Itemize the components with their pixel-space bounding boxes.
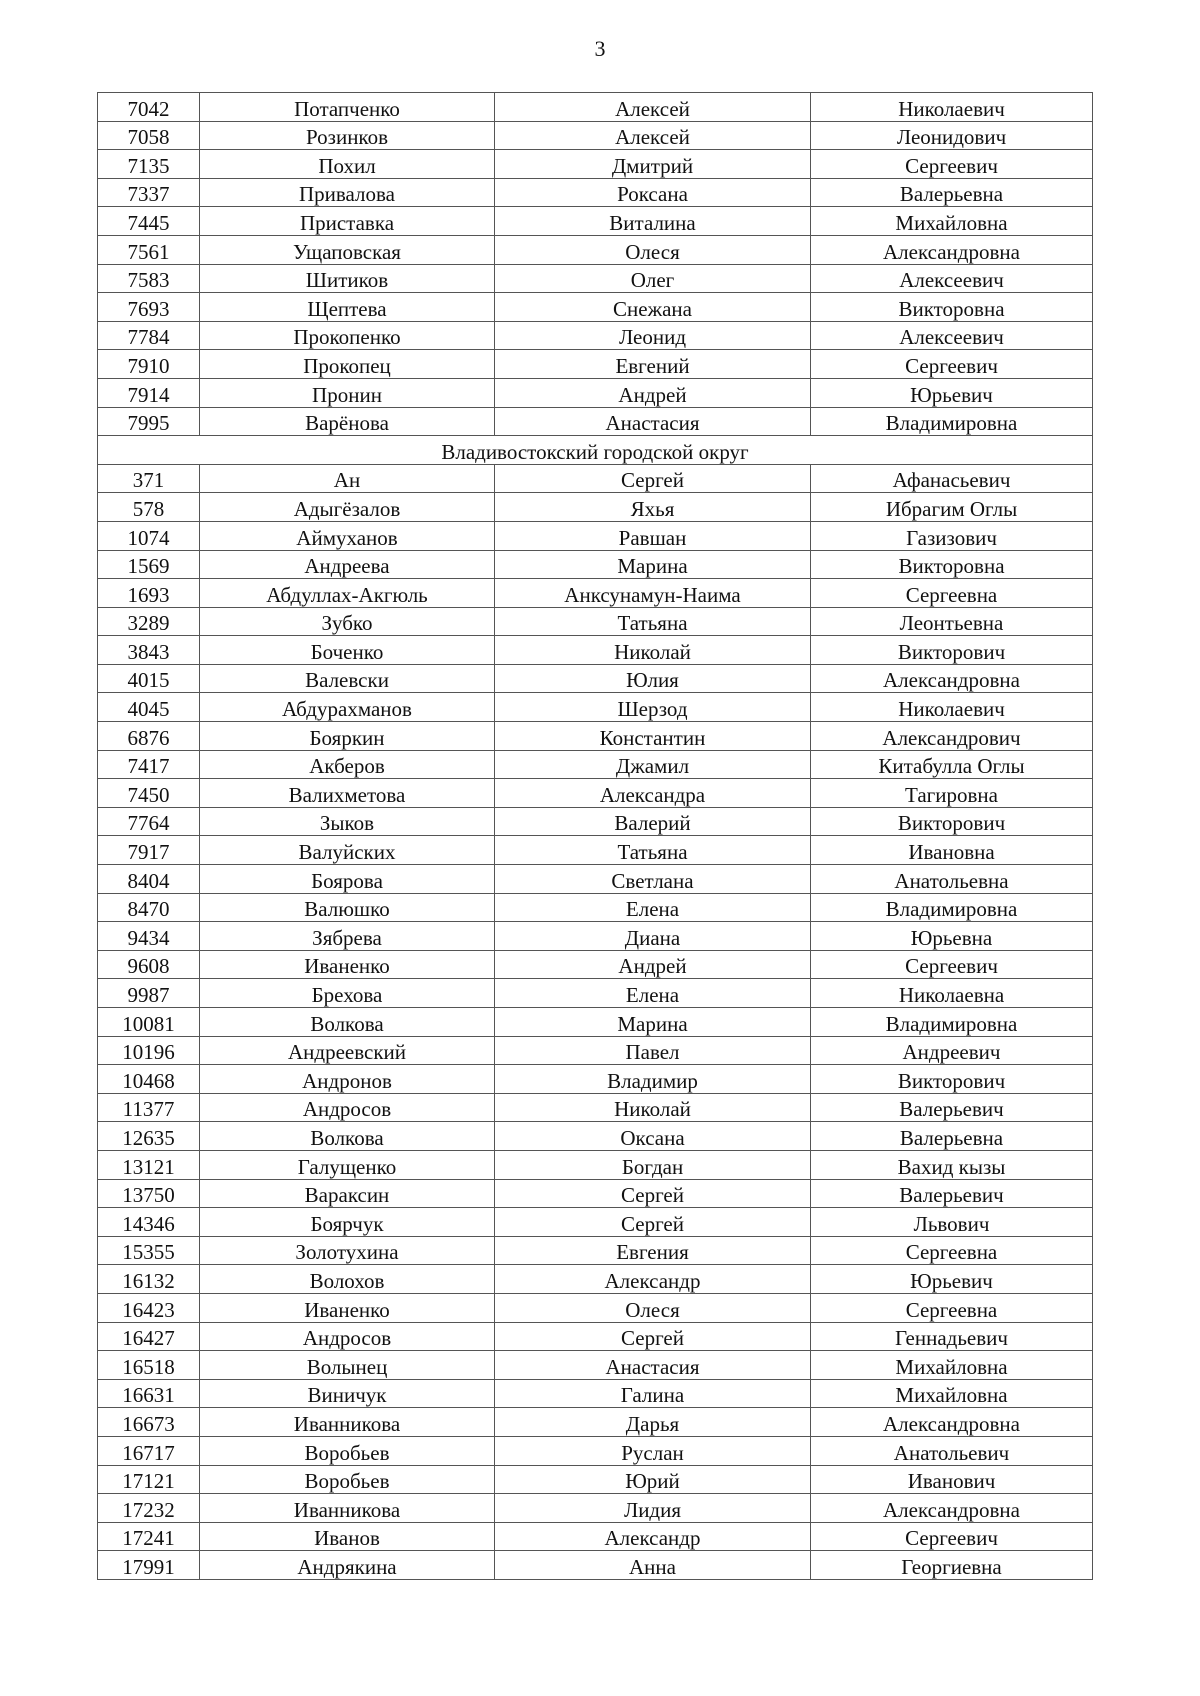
surname-cell: Ущаповская (200, 235, 495, 264)
table-row (98, 464, 1093, 493)
first-name-cell: Юлия (495, 664, 811, 693)
first-name-cell: Павел (495, 1036, 811, 1065)
surname-cell: Андреева (200, 550, 495, 579)
surname-cell: Иваненко (200, 950, 495, 979)
surname-cell: Галущенко (200, 1150, 495, 1179)
surname-cell: Волохов (200, 1265, 495, 1294)
patronymic-cell: Тагировна (811, 779, 1093, 808)
first-name-cell: Елена (495, 893, 811, 922)
record-number-cell: 16717 (98, 1436, 200, 1465)
record-number-cell: 1569 (98, 550, 200, 579)
record-number-cell: 10196 (98, 1036, 200, 1065)
table-row (98, 1379, 1093, 1408)
table-row (98, 1236, 1093, 1265)
surname-cell: Воробьев (200, 1436, 495, 1465)
record-number-cell: 14346 (98, 1208, 200, 1237)
registry-table-body (98, 93, 1093, 1580)
record-number-cell: 4045 (98, 693, 200, 722)
record-number-cell: 4015 (98, 664, 200, 693)
surname-cell: Абдурахманов (200, 693, 495, 722)
record-number-cell: 7561 (98, 235, 200, 264)
table-row (98, 1436, 1093, 1465)
surname-cell: Щептева (200, 293, 495, 322)
table-row (98, 378, 1093, 407)
patronymic-cell: Викторовна (811, 293, 1093, 322)
record-number-cell: 1074 (98, 521, 200, 550)
first-name-cell: Светлана (495, 865, 811, 894)
table-row (98, 979, 1093, 1008)
table-row (98, 521, 1093, 550)
patronymic-cell: Юрьевич (811, 1265, 1093, 1294)
table-row (98, 207, 1093, 236)
first-name-cell: Снежана (495, 293, 811, 322)
patronymic-cell: Сергеевич (811, 950, 1093, 979)
patronymic-cell: Алексеевич (811, 264, 1093, 293)
patronymic-cell: Сергеевич (811, 1522, 1093, 1551)
patronymic-cell: Ибрагим Оглы (811, 493, 1093, 522)
record-number-cell: 16673 (98, 1408, 200, 1437)
patronymic-cell: Валерьевич (811, 1093, 1093, 1122)
surname-cell: Волкова (200, 1008, 495, 1037)
record-number-cell: 3843 (98, 636, 200, 665)
surname-cell: Зябрева (200, 922, 495, 951)
record-number-cell: 7784 (98, 321, 200, 350)
table-row (98, 1293, 1093, 1322)
first-name-cell: Сергей (495, 1322, 811, 1351)
record-number-cell: 7764 (98, 807, 200, 836)
record-number-cell: 16132 (98, 1265, 200, 1294)
surname-cell: Валихметова (200, 779, 495, 808)
first-name-cell: Николай (495, 1093, 811, 1122)
table-row (98, 1551, 1093, 1580)
page-number: 3 (594, 36, 606, 61)
surname-cell: Зыков (200, 807, 495, 836)
table-row (98, 693, 1093, 722)
record-number-cell: 16518 (98, 1351, 200, 1380)
table-row (98, 1408, 1093, 1437)
record-number-cell: 17241 (98, 1522, 200, 1551)
record-number-cell: 6876 (98, 722, 200, 751)
first-name-cell: Роксана (495, 178, 811, 207)
surname-cell: Андрякина (200, 1551, 495, 1580)
record-number-cell: 17991 (98, 1551, 200, 1580)
first-name-cell: Джамил (495, 750, 811, 779)
table-row (98, 893, 1093, 922)
table-row (98, 407, 1093, 436)
table-row (98, 93, 1093, 122)
table-row (98, 1465, 1093, 1494)
table-row (98, 1008, 1093, 1037)
first-name-cell: Леонид (495, 321, 811, 350)
patronymic-cell: Геннадьевич (811, 1322, 1093, 1351)
surname-cell: Валуйских (200, 836, 495, 865)
record-number-cell: 7337 (98, 178, 200, 207)
patronymic-cell: Львович (811, 1208, 1093, 1237)
table-row (98, 607, 1093, 636)
patronymic-cell: Газизович (811, 521, 1093, 550)
patronymic-cell: Алексеевич (811, 321, 1093, 350)
patronymic-cell: Николаевич (811, 93, 1093, 122)
table-row (98, 1208, 1093, 1237)
record-number-cell: 7445 (98, 207, 200, 236)
first-name-cell: Евгения (495, 1236, 811, 1265)
first-name-cell: Дарья (495, 1408, 811, 1437)
record-number-cell: 7417 (98, 750, 200, 779)
surname-cell: Прокопец (200, 350, 495, 379)
first-name-cell: Татьяна (495, 836, 811, 865)
table-row (98, 807, 1093, 836)
surname-cell: Золотухина (200, 1236, 495, 1265)
record-number-cell: 7914 (98, 378, 200, 407)
surname-cell: Андросов (200, 1322, 495, 1351)
table-row (98, 1265, 1093, 1294)
patronymic-cell: Анатольевич (811, 1436, 1093, 1465)
table-row (98, 293, 1093, 322)
first-name-cell: Руслан (495, 1436, 811, 1465)
table-row (98, 1150, 1093, 1179)
patronymic-cell: Ивановна (811, 836, 1093, 865)
table-row (98, 664, 1093, 693)
patronymic-cell: Валерьевна (811, 1122, 1093, 1151)
surname-cell: Брехова (200, 979, 495, 1008)
record-number-cell: 17232 (98, 1494, 200, 1523)
first-name-cell: Николай (495, 636, 811, 665)
surname-cell: Андронов (200, 1065, 495, 1094)
surname-cell: Иванов (200, 1522, 495, 1551)
record-number-cell: 7058 (98, 121, 200, 150)
first-name-cell: Марина (495, 1008, 811, 1037)
record-number-cell: 578 (98, 493, 200, 522)
first-name-cell: Олеся (495, 1293, 811, 1322)
first-name-cell: Владимир (495, 1065, 811, 1094)
surname-cell: Валевски (200, 664, 495, 693)
patronymic-cell: Владимировна (811, 1008, 1093, 1037)
surname-cell: Прокопенко (200, 321, 495, 350)
patronymic-cell: Николаевна (811, 979, 1093, 1008)
surname-cell: Ан (200, 464, 495, 493)
table-row (98, 350, 1093, 379)
record-number-cell: 7583 (98, 264, 200, 293)
first-name-cell: Оксана (495, 1122, 811, 1151)
table-row (98, 1093, 1093, 1122)
surname-cell: Розинков (200, 121, 495, 150)
surname-cell: Виничук (200, 1379, 495, 1408)
first-name-cell: Лидия (495, 1494, 811, 1523)
table-row (98, 321, 1093, 350)
patronymic-cell: Андреевич (811, 1036, 1093, 1065)
record-number-cell: 7450 (98, 779, 200, 808)
record-number-cell: 7693 (98, 293, 200, 322)
table-row (98, 950, 1093, 979)
record-number-cell: 3289 (98, 607, 200, 636)
first-name-cell: Анастасия (495, 407, 811, 436)
surname-cell: Боярова (200, 865, 495, 894)
record-number-cell: 13750 (98, 1179, 200, 1208)
table-row (98, 1122, 1093, 1151)
table-row (98, 636, 1093, 665)
patronymic-cell: Викторович (811, 636, 1093, 665)
table-row (98, 1322, 1093, 1351)
patronymic-cell: Александровна (811, 1408, 1093, 1437)
registry-table (97, 92, 1093, 1580)
first-name-cell: Дмитрий (495, 150, 811, 179)
patronymic-cell: Викторовна (811, 550, 1093, 579)
surname-cell: Воробьев (200, 1465, 495, 1494)
first-name-cell: Анастасия (495, 1351, 811, 1380)
table-row (98, 1065, 1093, 1094)
surname-cell: Андреевский (200, 1036, 495, 1065)
patronymic-cell: Александровна (811, 1494, 1093, 1523)
first-name-cell: Алексей (495, 121, 811, 150)
surname-cell: Иваненко (200, 1293, 495, 1322)
section-title: Владивостокский городской округ (98, 436, 1093, 465)
table-row (98, 579, 1093, 608)
table-row (98, 1494, 1093, 1523)
patronymic-cell: Сергеевич (811, 150, 1093, 179)
surname-cell: Иванникова (200, 1408, 495, 1437)
table-row (98, 750, 1093, 779)
table-row (98, 1179, 1093, 1208)
patronymic-cell: Юрьевна (811, 922, 1093, 951)
first-name-cell: Анна (495, 1551, 811, 1580)
table-row (98, 264, 1093, 293)
surname-cell: Потапченко (200, 93, 495, 122)
record-number-cell: 7995 (98, 407, 200, 436)
patronymic-cell: Николаевич (811, 693, 1093, 722)
first-name-cell: Анксунамун-Наима (495, 579, 811, 608)
first-name-cell: Алексей (495, 93, 811, 122)
table-row (98, 550, 1093, 579)
patronymic-cell: Михайловна (811, 207, 1093, 236)
record-number-cell: 9608 (98, 950, 200, 979)
patronymic-cell: Михайловна (811, 1379, 1093, 1408)
patronymic-cell: Леонидович (811, 121, 1093, 150)
first-name-cell: Олеся (495, 235, 811, 264)
table-row (98, 493, 1093, 522)
patronymic-cell: Китабулла Оглы (811, 750, 1093, 779)
record-number-cell: 371 (98, 464, 200, 493)
surname-cell: Волкова (200, 1122, 495, 1151)
patronymic-cell: Александровна (811, 235, 1093, 264)
record-number-cell: 15355 (98, 1236, 200, 1265)
first-name-cell: Яхья (495, 493, 811, 522)
patronymic-cell: Михайловна (811, 1351, 1093, 1380)
table-row (98, 865, 1093, 894)
patronymic-cell: Афанасьевич (811, 464, 1093, 493)
record-number-cell: 8470 (98, 893, 200, 922)
first-name-cell: Елена (495, 979, 811, 1008)
first-name-cell: Андрей (495, 378, 811, 407)
first-name-cell: Андрей (495, 950, 811, 979)
table-row (98, 722, 1093, 751)
surname-cell: Шитиков (200, 264, 495, 293)
first-name-cell: Юрий (495, 1465, 811, 1494)
patronymic-cell: Анатольевна (811, 865, 1093, 894)
patronymic-cell: Иванович (811, 1465, 1093, 1494)
record-number-cell: 7135 (98, 150, 200, 179)
surname-cell: Адыгёзалов (200, 493, 495, 522)
record-number-cell: 9434 (98, 922, 200, 951)
first-name-cell: Шерзод (495, 693, 811, 722)
surname-cell: Похил (200, 150, 495, 179)
table-row (98, 178, 1093, 207)
patronymic-cell: Сергеевич (811, 350, 1093, 379)
first-name-cell: Александр (495, 1265, 811, 1294)
first-name-cell: Равшан (495, 521, 811, 550)
table-row (98, 779, 1093, 808)
surname-cell: Аймуханов (200, 521, 495, 550)
record-number-cell: 16631 (98, 1379, 200, 1408)
patronymic-cell: Сергеевна (811, 1293, 1093, 1322)
patronymic-cell: Владимировна (811, 407, 1093, 436)
patronymic-cell: Викторович (811, 1065, 1093, 1094)
first-name-cell: Сергей (495, 1208, 811, 1237)
table-row (98, 150, 1093, 179)
patronymic-cell: Валерьевич (811, 1179, 1093, 1208)
record-number-cell: 7042 (98, 93, 200, 122)
record-number-cell: 16423 (98, 1293, 200, 1322)
table-row (98, 1522, 1093, 1551)
surname-cell: Вараксин (200, 1179, 495, 1208)
surname-cell: Волынец (200, 1351, 495, 1380)
patronymic-cell: Александровна (811, 664, 1093, 693)
record-number-cell: 7917 (98, 836, 200, 865)
record-number-cell: 7910 (98, 350, 200, 379)
first-name-cell: Марина (495, 550, 811, 579)
record-number-cell: 1693 (98, 579, 200, 608)
patronymic-cell: Викторович (811, 807, 1093, 836)
table-row (98, 836, 1093, 865)
section-header-row (98, 436, 1093, 465)
patronymic-cell: Сергеевна (811, 579, 1093, 608)
patronymic-cell: Вахид кызы (811, 1150, 1093, 1179)
first-name-cell: Сергей (495, 464, 811, 493)
table-row (98, 121, 1093, 150)
first-name-cell: Богдан (495, 1150, 811, 1179)
record-number-cell: 16427 (98, 1322, 200, 1351)
first-name-cell: Сергей (495, 1179, 811, 1208)
surname-cell: Привалова (200, 178, 495, 207)
first-name-cell: Александра (495, 779, 811, 808)
patronymic-cell: Владимировна (811, 893, 1093, 922)
surname-cell: Бояркин (200, 722, 495, 751)
surname-cell: Боченко (200, 636, 495, 665)
first-name-cell: Олег (495, 264, 811, 293)
first-name-cell: Александр (495, 1522, 811, 1551)
surname-cell: Абдуллах-Акгюль (200, 579, 495, 608)
first-name-cell: Виталина (495, 207, 811, 236)
record-number-cell: 10468 (98, 1065, 200, 1094)
patronymic-cell: Юрьевич (811, 378, 1093, 407)
first-name-cell: Валерий (495, 807, 811, 836)
surname-cell: Иванникова (200, 1494, 495, 1523)
record-number-cell: 9987 (98, 979, 200, 1008)
patronymic-cell: Валерьевна (811, 178, 1093, 207)
patronymic-cell: Сергеевна (811, 1236, 1093, 1265)
table-row (98, 1036, 1093, 1065)
surname-cell: Боярчук (200, 1208, 495, 1237)
table-row (98, 922, 1093, 951)
surname-cell: Приставка (200, 207, 495, 236)
first-name-cell: Галина (495, 1379, 811, 1408)
table-row (98, 235, 1093, 264)
record-number-cell: 10081 (98, 1008, 200, 1037)
record-number-cell: 12635 (98, 1122, 200, 1151)
first-name-cell: Диана (495, 922, 811, 951)
surname-cell: Варёнова (200, 407, 495, 436)
record-number-cell: 17121 (98, 1465, 200, 1494)
first-name-cell: Татьяна (495, 607, 811, 636)
patronymic-cell: Александрович (811, 722, 1093, 751)
surname-cell: Андросов (200, 1093, 495, 1122)
record-number-cell: 11377 (98, 1093, 200, 1122)
patronymic-cell: Леонтьевна (811, 607, 1093, 636)
surname-cell: Валюшко (200, 893, 495, 922)
record-number-cell: 13121 (98, 1150, 200, 1179)
surname-cell: Зубко (200, 607, 495, 636)
record-number-cell: 8404 (98, 865, 200, 894)
surname-cell: Акберов (200, 750, 495, 779)
patronymic-cell: Георгиевна (811, 1551, 1093, 1580)
first-name-cell: Константин (495, 722, 811, 751)
first-name-cell: Евгений (495, 350, 811, 379)
table-row (98, 1351, 1093, 1380)
surname-cell: Пронин (200, 378, 495, 407)
